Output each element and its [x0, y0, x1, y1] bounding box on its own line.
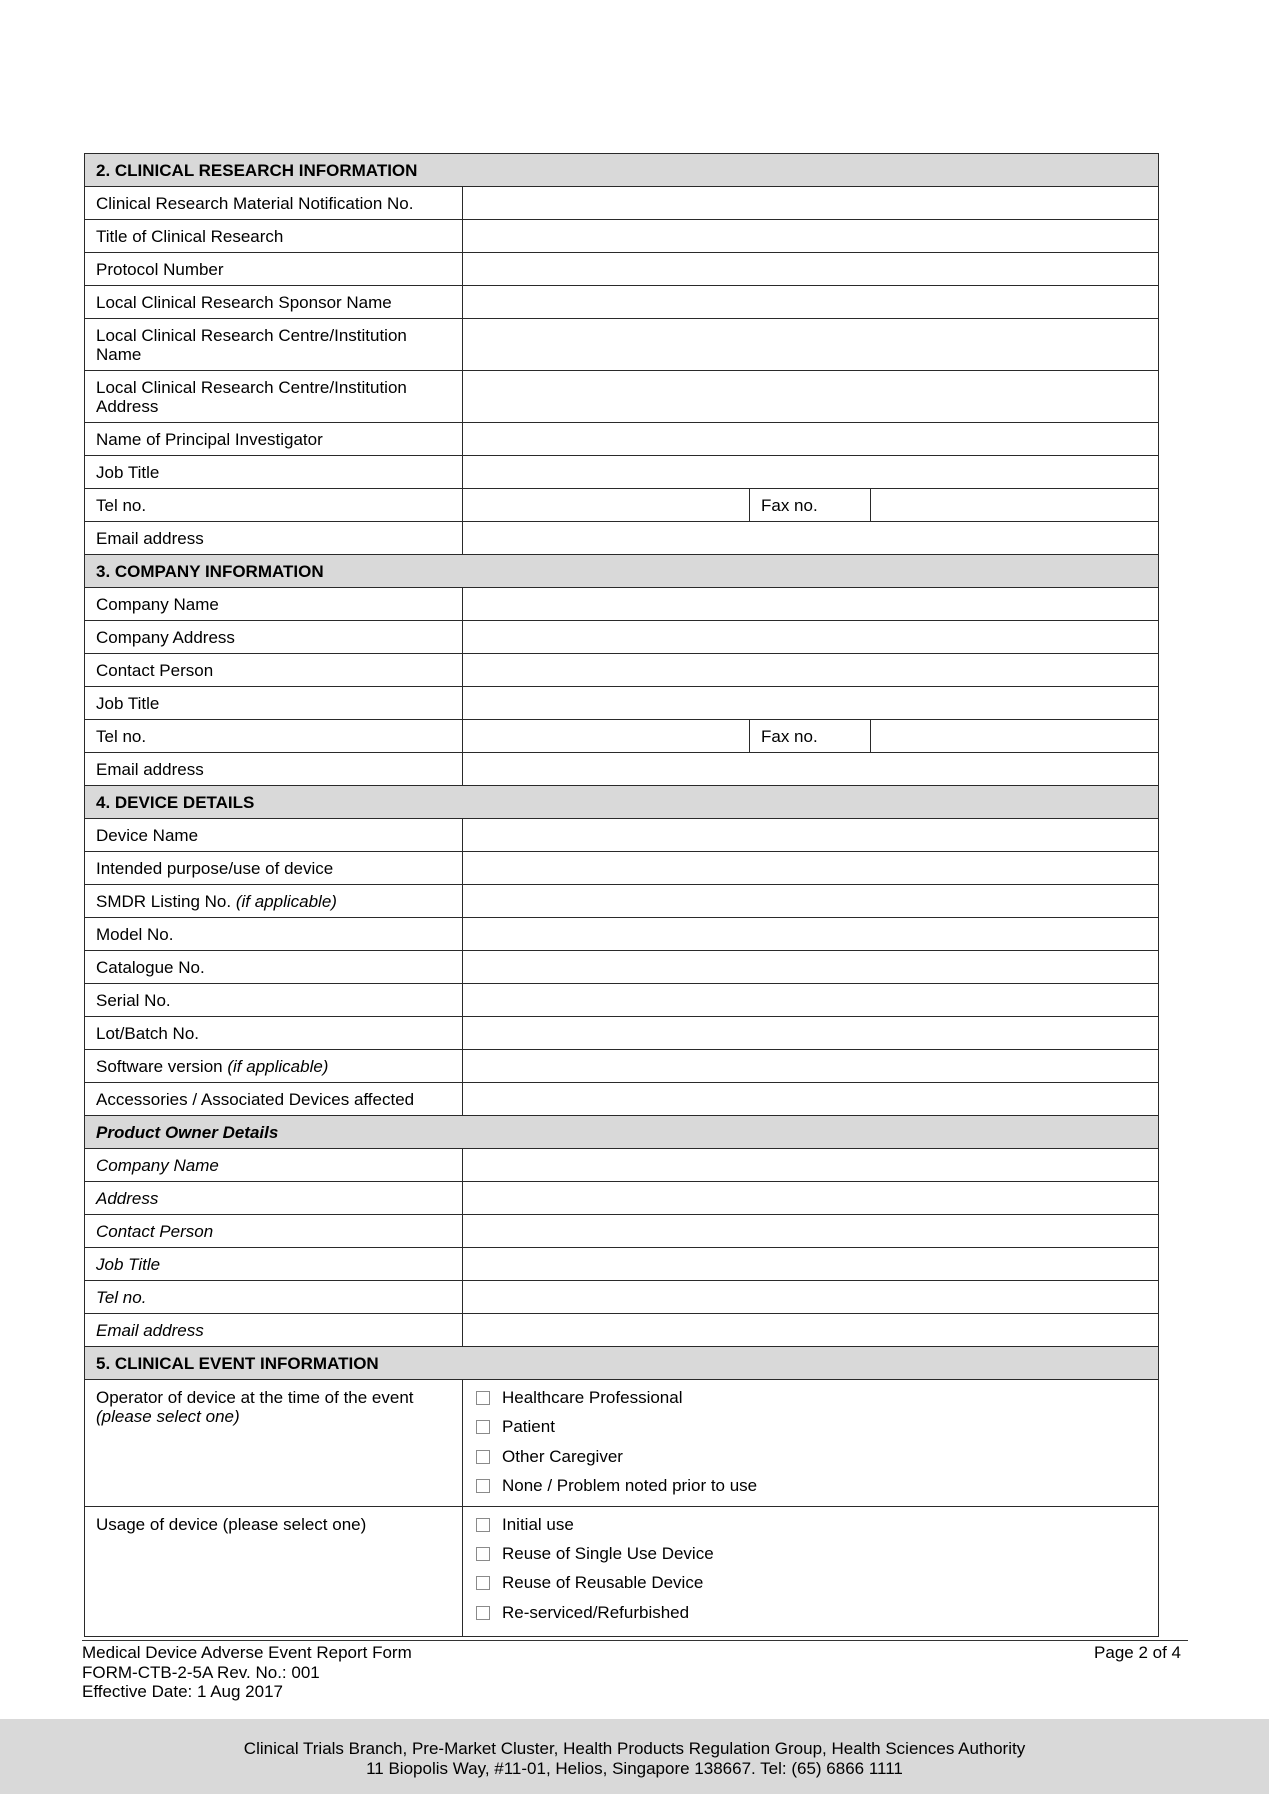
section-header-company [85, 555, 1159, 588]
section-header-clinical-research [85, 154, 1159, 187]
section-header-clinical-event [85, 1347, 1159, 1380]
checkbox-icon[interactable] [476, 1518, 490, 1532]
option-healthcare-professional[interactable] [474, 1388, 1147, 1417]
field-label: Tel no. [85, 1281, 463, 1314]
intended-purpose-field[interactable] [463, 852, 1159, 885]
row-catalogue-no [85, 951, 1159, 984]
field-label: Tel no. [85, 489, 463, 522]
checkbox-icon[interactable] [476, 1576, 490, 1590]
option-label: Other Caregiver [502, 1446, 623, 1466]
software-version-field[interactable] [463, 1050, 1159, 1083]
owner-contact-person-field[interactable] [463, 1215, 1159, 1248]
option-reserviced[interactable] [474, 1603, 1147, 1632]
row-tel-fax [85, 489, 1159, 522]
field-label: Title of Clinical Research [85, 220, 463, 253]
row-centre-name [85, 319, 1159, 371]
operator-options [463, 1380, 1159, 1507]
row-company-email [85, 753, 1159, 786]
sponsor-name-field[interactable] [463, 286, 1159, 319]
checkbox-icon[interactable] [476, 1547, 490, 1561]
field-label: Job Title [85, 687, 463, 720]
section-header-device [85, 786, 1159, 819]
option-label: Healthcare Professional [502, 1388, 683, 1407]
label-line: Name [96, 345, 142, 364]
footer-effective-date: Effective Date: 1 Aug 2017 [82, 1682, 283, 1702]
serial-no-field[interactable] [463, 984, 1159, 1017]
field-label: Local Clinical Research Sponsor Name [85, 286, 463, 319]
lot-no-field[interactable] [463, 1017, 1159, 1050]
field-label: Usage of device (please select one) [85, 1506, 463, 1636]
address-line-1: Clinical Trials Branch, Pre-Market Cluster, Health Products Regulation Group, Health Sciences Authority [243, 1739, 1026, 1758]
label-line: Address [96, 397, 159, 416]
row-software-version [85, 1050, 1159, 1083]
row-email [85, 522, 1159, 555]
checkbox-icon[interactable] [476, 1450, 490, 1464]
section-title: 4. DEVICE DETAILS [85, 786, 1159, 819]
option-none-problem-prior[interactable] [474, 1476, 1147, 1505]
field-label: Tel no. [85, 720, 463, 753]
label-note: (if applicable) [235, 891, 337, 911]
footer-form-code: FORM-CTB-2-5A Rev. No.: 001 [82, 1662, 320, 1682]
research-title-field[interactable] [463, 220, 1159, 253]
field-label [85, 371, 463, 423]
row-device-name [85, 819, 1159, 852]
label-note: (please select one) [96, 1407, 240, 1426]
option-label: Re-serviced/Refurbished [502, 1602, 690, 1622]
row-lot-no [85, 1017, 1159, 1050]
field-label: Company Address [85, 621, 463, 654]
field-label: Email address [85, 1314, 463, 1347]
device-name-field[interactable] [463, 819, 1159, 852]
field-label: Device Name [85, 819, 463, 852]
row-serial-no [85, 984, 1159, 1017]
option-label: Reuse of Reusable Device [502, 1573, 704, 1593]
email-field[interactable] [463, 522, 1159, 555]
field-label: Contact Person [85, 654, 463, 687]
owner-email-field[interactable] [463, 1314, 1159, 1347]
company-job-title-field[interactable] [463, 687, 1159, 720]
field-label: Lot/Batch No. [85, 1017, 463, 1050]
catalogue-no-field[interactable] [463, 951, 1159, 984]
field-label: Job Title [85, 1248, 463, 1281]
option-patient[interactable] [474, 1417, 1147, 1446]
protocol-number-field[interactable] [463, 253, 1159, 286]
option-label: None / Problem noted prior to use [502, 1476, 758, 1496]
section-title: 3. COMPANY INFORMATION [85, 555, 1159, 588]
checkbox-icon[interactable] [476, 1391, 490, 1405]
section-header-product-owner [85, 1116, 1159, 1149]
accessories-field[interactable] [463, 1083, 1159, 1116]
owner-job-title-field[interactable] [463, 1248, 1159, 1281]
field-label: Protocol Number [85, 253, 463, 286]
adverse-event-form-table [84, 153, 1159, 1637]
row-centre-address [85, 371, 1159, 423]
row-owner-address [85, 1182, 1159, 1215]
field-label: Company Name [85, 1149, 463, 1182]
field-label: Name of Principal Investigator [85, 423, 463, 456]
field-label: Intended purpose/use of device [85, 852, 463, 885]
option-reuse-single-use[interactable] [474, 1544, 1147, 1573]
field-label [85, 1380, 463, 1507]
field-label: Model No. [85, 918, 463, 951]
fax-field[interactable] [871, 489, 1159, 522]
address-line-2: 11 Biopolis Way, #11-01, Helios, Singapore 138667. Tel: (65) 6866 1111 [366, 1758, 903, 1778]
option-initial-use[interactable] [474, 1515, 1147, 1544]
row-owner-contact-person [85, 1215, 1159, 1248]
row-intended-purpose [85, 852, 1159, 885]
field-label: Serial No. [85, 984, 463, 1017]
footer-divider [82, 1640, 1188, 1641]
row-company-address [85, 621, 1159, 654]
row-notification-no [85, 187, 1159, 220]
label-text: Software version [96, 1056, 223, 1076]
field-label [85, 885, 463, 918]
field-label: Address [85, 1182, 463, 1215]
owner-tel-field[interactable] [463, 1281, 1159, 1314]
owner-company-name-field[interactable] [463, 1149, 1159, 1182]
option-label: Patient [502, 1417, 555, 1437]
model-no-field[interactable] [463, 918, 1159, 951]
fax-label: Fax no. [750, 720, 871, 753]
field-label: Email address [85, 522, 463, 555]
field-label: Email address [85, 753, 463, 786]
tel-field[interactable] [463, 489, 750, 522]
row-sponsor-name [85, 286, 1159, 319]
option-label: Reuse of Single Use Device [502, 1543, 714, 1563]
field-label [85, 319, 463, 371]
label-line: Local Clinical Research Centre/Institution [96, 378, 407, 397]
owner-address-field[interactable] [463, 1182, 1159, 1215]
label-text: SMDR Listing No. [96, 891, 232, 911]
company-address-field[interactable] [463, 621, 1159, 654]
row-company-job-title [85, 687, 1159, 720]
field-label: Accessories / Associated Devices affected [85, 1083, 463, 1116]
field-label [85, 1050, 463, 1083]
company-fax-field[interactable] [871, 720, 1159, 753]
notification-no-field[interactable] [463, 187, 1159, 220]
usage-options [463, 1506, 1159, 1636]
row-owner-job-title [85, 1248, 1159, 1281]
row-accessories [85, 1083, 1159, 1116]
smdr-field[interactable] [463, 885, 1159, 918]
row-operator [85, 1380, 1159, 1507]
row-company-name [85, 588, 1159, 621]
row-smdr [85, 885, 1159, 918]
fax-label: Fax no. [750, 489, 871, 522]
section-title: 2. CLINICAL RESEARCH INFORMATION [85, 154, 1159, 187]
row-usage [85, 1506, 1159, 1636]
address-bar [0, 1719, 1269, 1794]
label-text: Operator of device at the time of the event [96, 1388, 414, 1407]
label-note: (if applicable) [227, 1056, 329, 1076]
company-name-field[interactable] [463, 588, 1159, 621]
row-model-no [85, 918, 1159, 951]
label-line: Local Clinical Research Centre/Institution [96, 326, 407, 345]
row-protocol-number [85, 253, 1159, 286]
row-principal-investigator [85, 423, 1159, 456]
company-tel-field[interactable] [463, 720, 750, 753]
checkbox-icon[interactable] [476, 1420, 490, 1434]
section-title: Product Owner Details [85, 1116, 1159, 1149]
row-contact-person [85, 654, 1159, 687]
row-research-title [85, 220, 1159, 253]
option-reuse-reusable[interactable] [474, 1573, 1147, 1602]
row-owner-company-name [85, 1149, 1159, 1182]
page-number: Page 2 of 4 [1094, 1643, 1181, 1662]
row-company-tel-fax [85, 720, 1159, 753]
footer-form-info [82, 1643, 412, 1702]
row-job-title [85, 456, 1159, 489]
centre-name-field[interactable] [463, 319, 1159, 371]
centre-address-field[interactable] [463, 371, 1159, 423]
contact-person-field[interactable] [463, 654, 1159, 687]
field-label: Catalogue No. [85, 951, 463, 984]
footer-form-name: Medical Device Adverse Event Report Form [82, 1643, 412, 1662]
row-owner-email [85, 1314, 1159, 1347]
section-title: 5. CLINICAL EVENT INFORMATION [85, 1347, 1159, 1380]
company-email-field[interactable] [463, 753, 1159, 786]
principal-investigator-field[interactable] [463, 423, 1159, 456]
field-label: Contact Person [85, 1215, 463, 1248]
field-label: Job Title [85, 456, 463, 489]
field-label: Clinical Research Material Notification No. [85, 187, 463, 220]
option-other-caregiver[interactable] [474, 1447, 1147, 1476]
job-title-field[interactable] [463, 456, 1159, 489]
option-label: Initial use [502, 1514, 574, 1534]
checkbox-icon[interactable] [476, 1479, 490, 1493]
row-owner-tel [85, 1281, 1159, 1314]
checkbox-icon[interactable] [476, 1606, 490, 1620]
field-label: Company Name [85, 588, 463, 621]
